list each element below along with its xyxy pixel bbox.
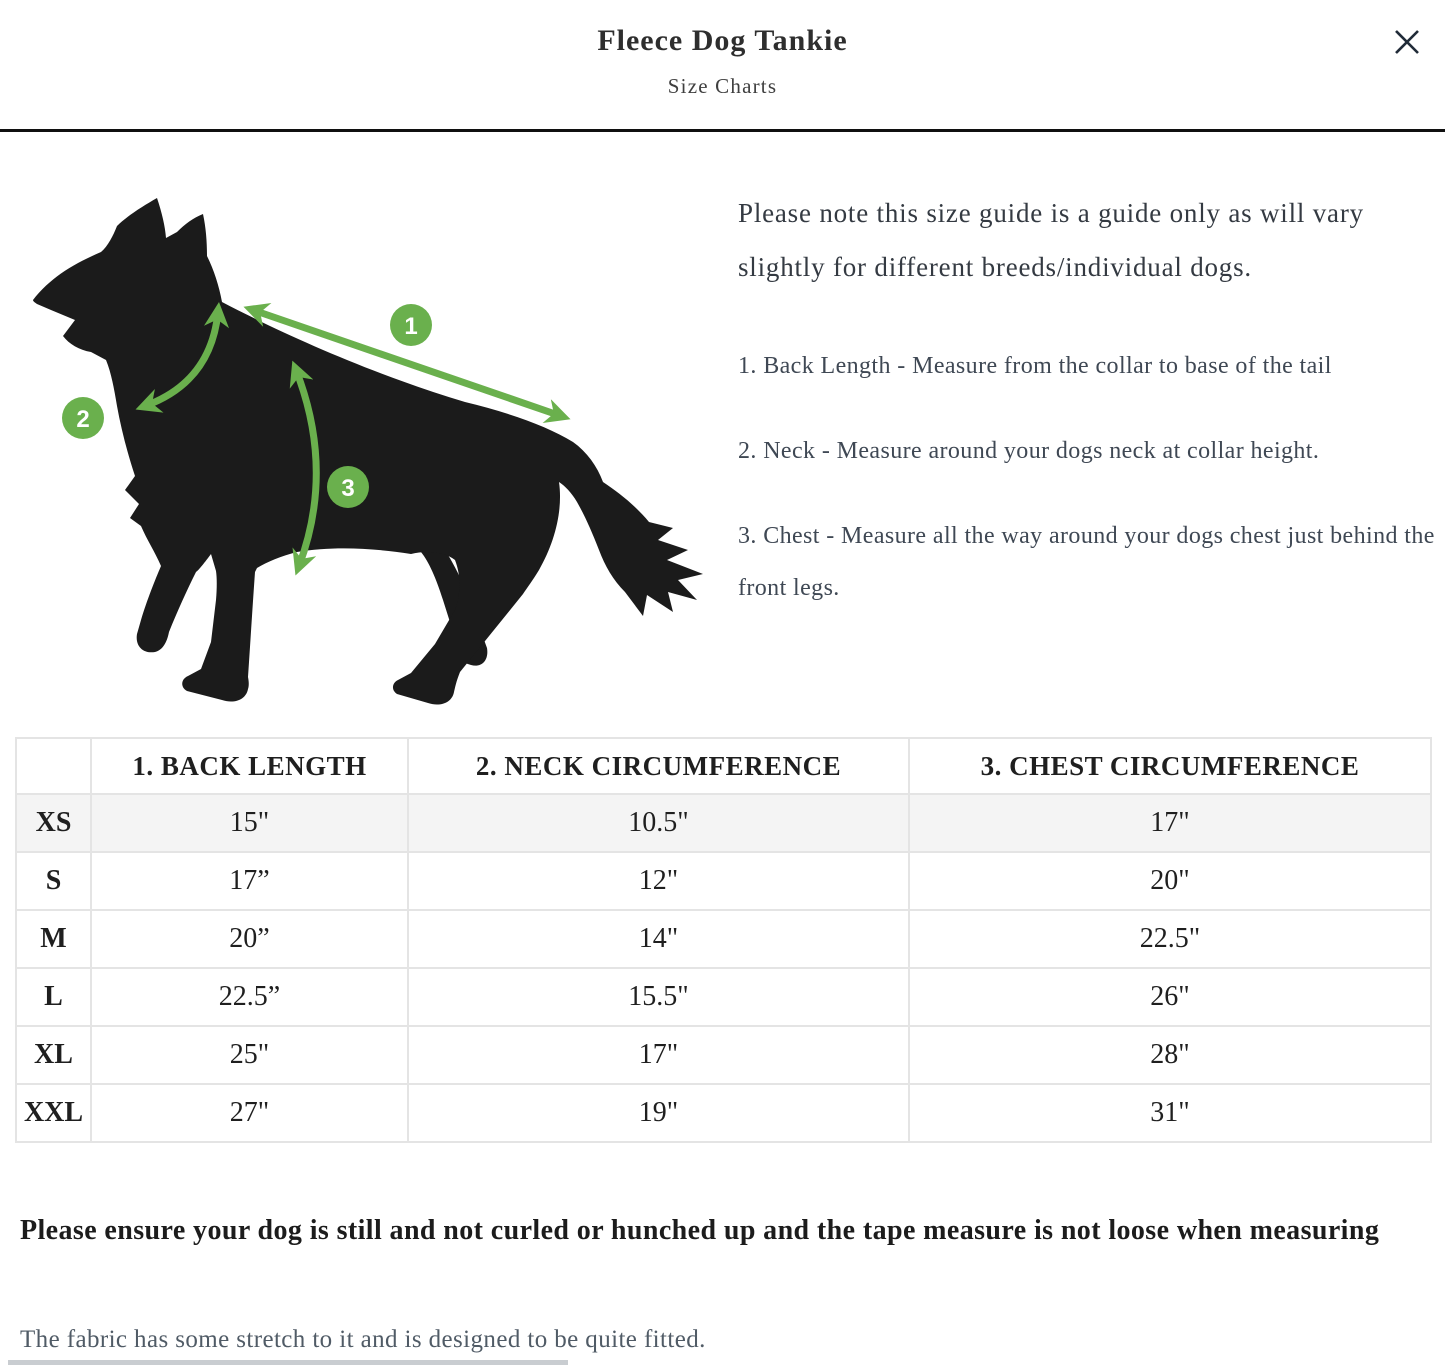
- row-label: XS: [16, 794, 91, 852]
- col-header-back-length: 1. BACK LENGTH: [91, 738, 408, 794]
- row-label: M: [16, 910, 91, 968]
- col-header-size: [16, 738, 91, 794]
- page-subtitle: Size Charts: [667, 74, 778, 98]
- row-label: L: [16, 968, 91, 1026]
- page-title: Fleece Dog Tankie: [597, 24, 848, 57]
- table-row-xxl: [16, 1084, 1431, 1142]
- cell-chest: 20": [909, 852, 1431, 910]
- instructions-panel: [738, 186, 1438, 647]
- cell-chest: 22.5": [909, 910, 1431, 968]
- cell-back: 27": [91, 1084, 408, 1142]
- badge-chest: [327, 466, 369, 508]
- cell-back: 25": [91, 1026, 408, 1084]
- table-row-xl: [16, 1026, 1431, 1084]
- table-row-l: [16, 968, 1431, 1026]
- badge-neck: [62, 397, 104, 439]
- table-header-row: [16, 738, 1431, 794]
- measuring-warning: Please ensure your dog is still and not curled or hunched up and the tape measure is not loose when measuring: [20, 1215, 1380, 1246]
- measure-step-chest: 3. Chest - Measure all the way around your dogs chest just behind the front legs.: [738, 523, 1435, 601]
- badge-1-number: 1: [404, 313, 418, 340]
- cell-chest: 31": [909, 1084, 1431, 1142]
- col-header-chest: 3. CHEST CIRCUMFERENCE: [909, 738, 1431, 794]
- cell-neck: 17": [408, 1026, 909, 1084]
- size-chart-table: [15, 737, 1432, 1143]
- cell-back: 15": [91, 794, 408, 852]
- fabric-note: The fabric has some stretch to it and is designed to be quite fitted.: [20, 1326, 706, 1353]
- dog-silhouette: [33, 198, 703, 705]
- table-row-s: [16, 852, 1431, 910]
- cell-back: 20”: [91, 910, 408, 968]
- table-row-m: [16, 910, 1431, 968]
- row-label: S: [16, 852, 91, 910]
- cell-neck: 15.5": [408, 968, 909, 1026]
- cell-neck: 19": [408, 1084, 909, 1142]
- size-guide-note: Please note this size guide is a guide only as will vary slightly for different breeds/individual dogs.: [738, 198, 1364, 282]
- cell-back: 17”: [91, 852, 408, 910]
- cell-chest: 17": [909, 794, 1431, 852]
- row-label: XXL: [16, 1084, 91, 1142]
- measure-step-back-length: 1. Back Length - Measure from the collar to base of the tail: [738, 353, 1332, 379]
- cell-neck: 12": [408, 852, 909, 910]
- cutoff-text-line: [8, 1360, 568, 1365]
- close-button[interactable]: [1387, 22, 1427, 62]
- cell-back: 22.5”: [91, 968, 408, 1026]
- cell-chest: 28": [909, 1026, 1431, 1084]
- measure-step-neck: 2. Neck - Measure around your dogs neck at collar height.: [738, 438, 1320, 464]
- table-row-xs: [16, 794, 1431, 852]
- header-divider: [0, 129, 1445, 132]
- close-icon: [1391, 26, 1423, 58]
- cell-chest: 26": [909, 968, 1431, 1026]
- badge-back-length: [390, 304, 432, 346]
- badge-2-number: 2: [76, 406, 90, 433]
- dog-measurement-diagram: [15, 180, 725, 725]
- cell-neck: 10.5": [408, 794, 909, 852]
- cell-neck: 14": [408, 910, 909, 968]
- badge-3-number: 3: [341, 475, 355, 502]
- row-label: XL: [16, 1026, 91, 1084]
- col-header-neck: 2. NECK CIRCUMFERENCE: [408, 738, 909, 794]
